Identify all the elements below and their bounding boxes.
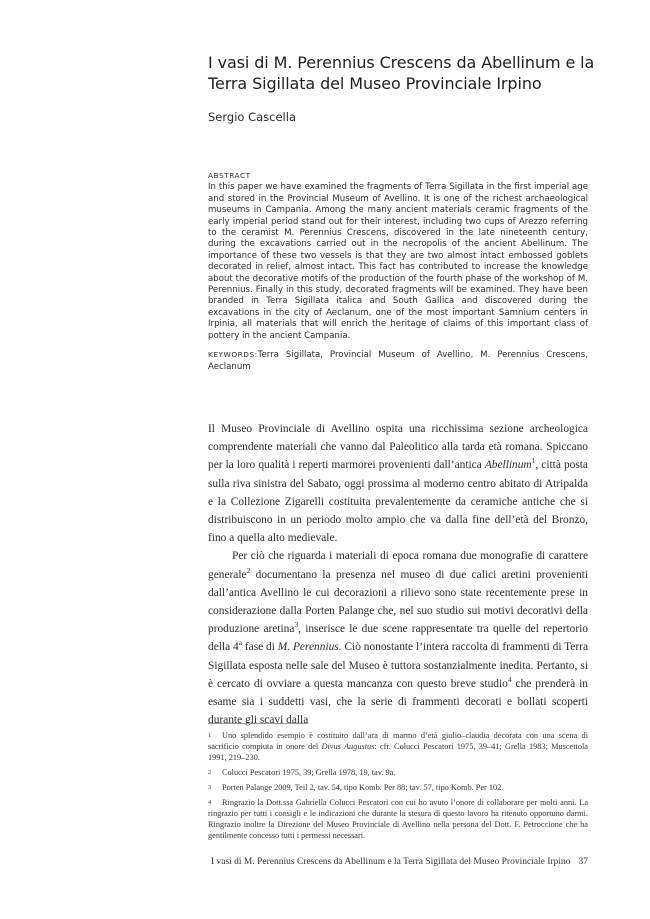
footnote-3 <box>208 782 588 793</box>
footnote-number: 1 <box>208 732 212 739</box>
abstract-section <box>208 170 588 373</box>
footnote-text: Porten Palange 2009, Teil 2, tav. 54, tipo Komb. Per 88; tav. 57, tipo Komb. Per 102. <box>222 783 504 792</box>
p1-text-b: , città posta sulla riva sinistra del Sabato, oggi prossima al moderno centro abitato di Atripalda e la Collezione Zigarelli costituita prevalentemente da ceramiche antiche che si distribuiscono in un periodo molto ampio che va dalla fine dell’età del Bronzo, fino a quella alto medievale. <box>208 459 588 545</box>
paragraph-2 <box>208 547 588 729</box>
running-footer <box>170 857 588 867</box>
p1-text-a: Il Museo Provinciale di Avellino ospita una ricchissima sezione archeologica comprendente materiali che vanno dal Paleolitico alla tarda età romana. Spiccano per la loro qualità i reperti marmorei provenienti dall’antica <box>208 423 588 472</box>
abstract-text: In this paper we have examined the fragments of Terra Sigillata in the first imperial age and stored in the Provincial Museum of Avellino. It is one of the richest archaeological museums in Campania. Among the many ancient materials ceramic fragments of the early imperial period stand out for their interest, including two cups of Arezzo referring to the ceramist M. Perennius Crescens, discovered in the late nineteenth century, during the excavations carried out in the necropolis of the ancient Abellinum. The importance of these two vessels is that they are two almost intact embossed goblets decorated in relief, almost intact. This fact has contributed to increase the knowledge about the decorative motifs of the production of the fourth phase of the workshop of M. Perennius. Finally in this study, decorated fragments will be examined. They have been branded in Terra Sigillata italica and South Gallica and discovered during the excavations in the city of Aeclanum, one of the most important Samnium centers in Irpinia, all materials that will enrich the heritage of claims of this important class of pottery in the ancient Campania. <box>208 182 588 341</box>
running-title: I vasi di M. Perennius Crescens da Abellinum e la Terra Sigillata del Museo Provinciale Irpino <box>210 857 571 867</box>
footnote-2 <box>208 767 588 778</box>
keywords-list: Terra Sigillata, Provincial Museum of Avellino, M. Perennius Crescens, Aeclanum <box>208 350 588 372</box>
p2-text-b: documentano la presenza nel museo di due calici aretini provenienti dall’antica Avellino le cui decorazioni a rilievo sono state recentemente prese in considerazione dalla Porten Palange che, nel suo studio sui motivi decorativi della produzione aretina <box>208 568 588 636</box>
footnote-text: Uno splendido esempio è costituito dall’ara di marmo d’età giulio–claudia decorata con una scena di sacrificio compiuta in onore del <box>208 731 588 751</box>
ordinal-a: a <box>238 638 242 648</box>
keywords-label: KEYWORDS: <box>208 350 258 360</box>
p2-text-f: che prenderà in esame sia i suddetti vasi, che la serie di frammenti decorati e bollati scoperti durante gli scavi dalla <box>208 677 588 727</box>
footnotes <box>208 730 588 845</box>
footnote-ref-2[interactable]: 2 <box>246 565 251 575</box>
footnote-number: 3 <box>208 784 212 791</box>
p2-text-c: , inserisce le due scene rappresentate tra quelle del repertorio della 4 <box>208 623 589 654</box>
footnote-text: : cfr. Colucci Pescatori 1975, 39–41; Grella 1983; Muscettola 1991, 219–230. <box>208 742 588 762</box>
article-author: Sergio Cascella <box>208 110 296 124</box>
paragraph-1 <box>208 420 588 547</box>
footnote-text: Ringrazio la Dott.ssa Gabriella Colucci Pescatori con cui ho avuto l’onore di collaborare per molti anni. La ringrazio per tutti i consigli e le indicazioni che durante la stesura di questo lavoro ha ritenuto opportuno darmi. Ringrazio inoltre la Direzione del Museo Provinciale di Avellino nella persona del Dott. F. Petroccione che ha gentilmente concesso tutti i permessi necessari. <box>208 798 588 840</box>
footnote-italic: Divus Augustus <box>321 742 375 751</box>
body-text <box>208 420 588 729</box>
p1-abellinum: Abellinum <box>484 459 532 472</box>
footnote-ref-4[interactable]: 4 <box>507 675 512 685</box>
page-number: 37 <box>578 857 588 867</box>
keywords <box>208 349 588 373</box>
footnote-4 <box>208 797 588 841</box>
p2-perennius: M. Perennius. <box>277 641 342 654</box>
footnote-text: Colucci Pescatori 1975, 39; Grella 1978, 19, tav. 9a. <box>222 768 396 777</box>
abstract-heading: ABSTRACT <box>208 171 251 180</box>
article-title: I vasi di M. Perennius Crescens da Abellinum e la Terra Sigillata del Museo Provinciale Irpino <box>208 53 595 93</box>
footnote-ref-1[interactable]: 1 <box>531 456 536 466</box>
footnote-ref-3[interactable]: 3 <box>294 620 299 630</box>
footnote-number: 2 <box>208 769 212 776</box>
footnote-separator <box>208 723 308 724</box>
p2-text-e: Ciò nonostante l’intera raccolta di frammenti di Terra Sigillata esposta nelle sale del Museo è tuttora sostanzialmente inedita. Pertanto, si è cercato di ovviare a questa mancanza con questo breve studio <box>208 641 589 690</box>
p2-text-a: Per ciò che riguarda i materiali di epoca romana due monografie di carattere generale <box>208 550 588 581</box>
footnote-1 <box>208 730 588 763</box>
footnote-number: 4 <box>208 799 212 806</box>
p2-text-d: fase di <box>242 641 278 654</box>
